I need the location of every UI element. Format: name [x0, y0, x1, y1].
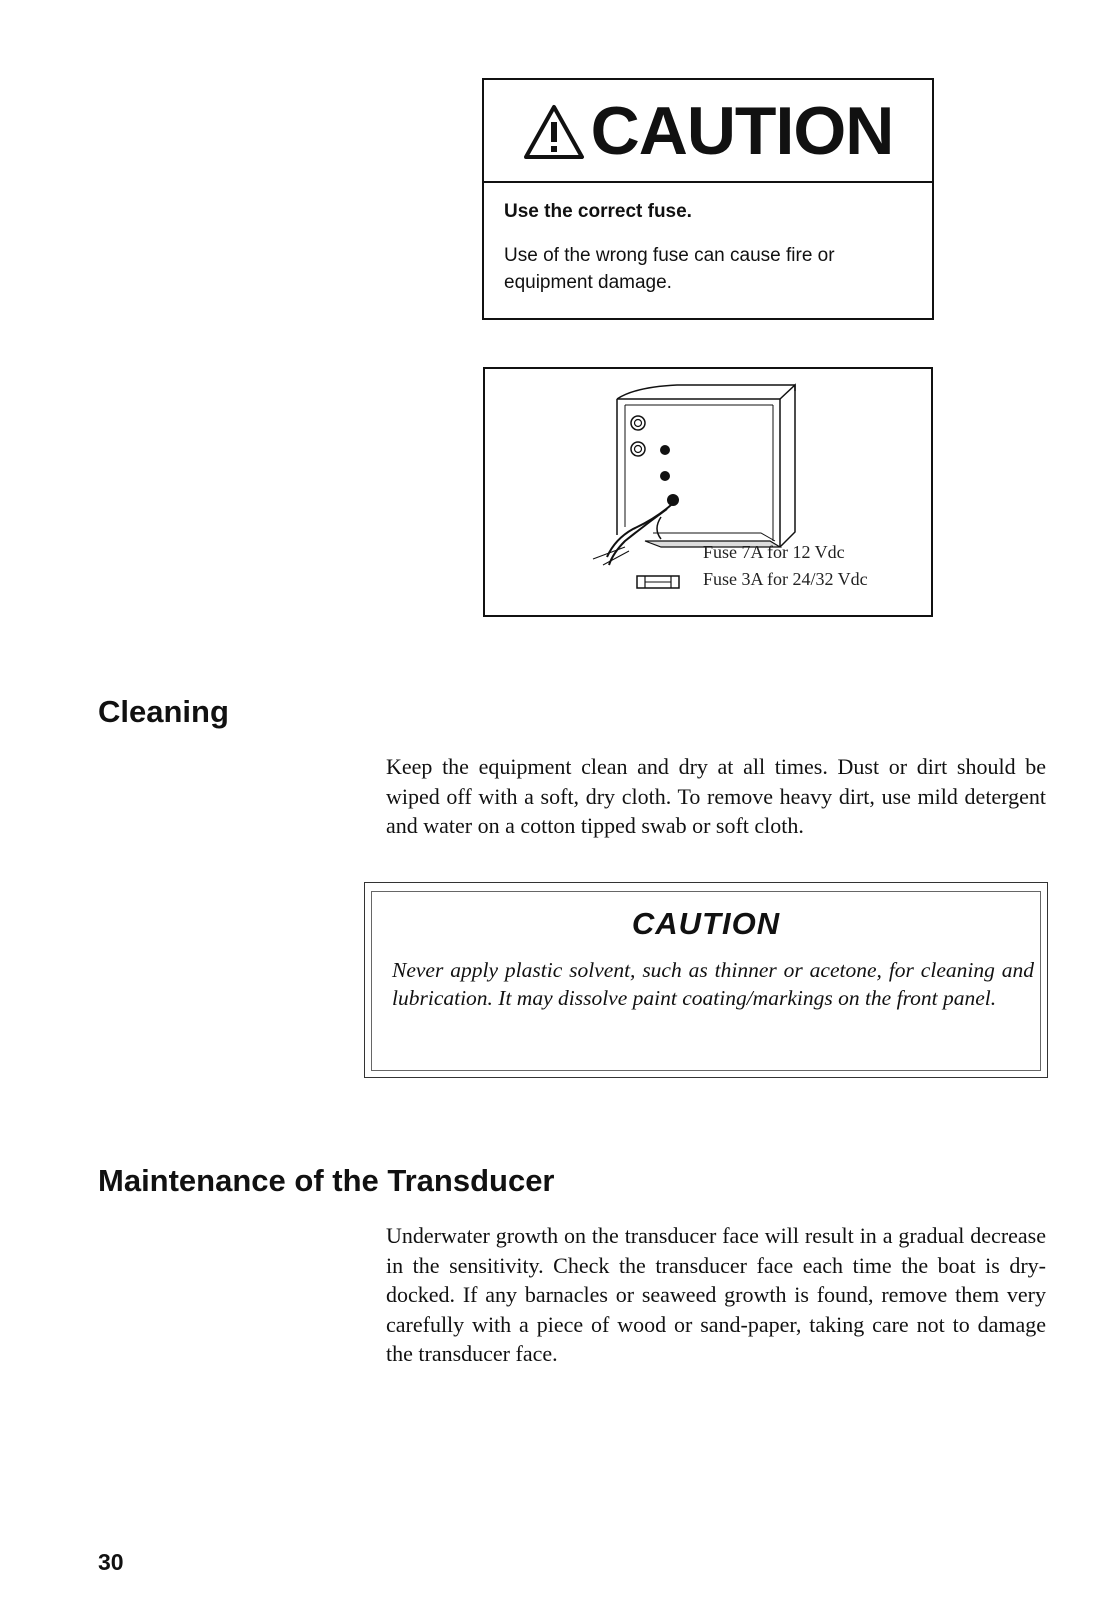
fuse-24v-label: Fuse 3A for 24/32 Vdc: [703, 569, 868, 589]
cleaning-caution-inner: [371, 891, 1041, 1071]
warning-triangle-icon: [523, 104, 585, 160]
page-number: 30: [98, 1549, 124, 1575]
caution-header: [484, 80, 932, 183]
cleaning-caution-title: CAUTION: [631, 906, 781, 941]
cleaning-heading: Cleaning: [98, 694, 229, 729]
cleaning-paragraph: Keep the equipment clean and dry at all times. Dust or dirt should be wiped off with a soft, dry cloth. To remove heavy dirt, use mild detergent and water on a cotton tipped swab or soft cloth.: [386, 754, 1046, 838]
fuse-12v-label: Fuse 7A for 12 Vdc: [703, 542, 845, 562]
caution-subtitle: Use the correct fuse.: [504, 201, 692, 222]
transducer-heading: Maintenance of the Transducer: [98, 1163, 555, 1198]
cleaning-caution-box: [364, 882, 1048, 1078]
transducer-paragraph: Underwater growth on the transducer face will result in a gradual decrease in the sensitivity. Check the transducer face each time the boat is dry-docked. If any barnacles or seaweed growth is found, remove them very carefully with a piece of wood or sand-paper, taking care not to damage the transducer face.: [386, 1223, 1046, 1366]
fuse-figure: [483, 367, 933, 617]
caution-body: Use of the wrong fuse can cause fire or equipment damage.: [504, 245, 835, 293]
caution-title: CAUTION: [590, 92, 894, 169]
fuse-caution-box: [482, 78, 934, 320]
cleaning-caution-body: Never apply plastic solvent, such as thinner or acetone, for cleaning and lubrication. It may dissolve paint coating/markings on the front panel.: [392, 958, 1034, 1010]
